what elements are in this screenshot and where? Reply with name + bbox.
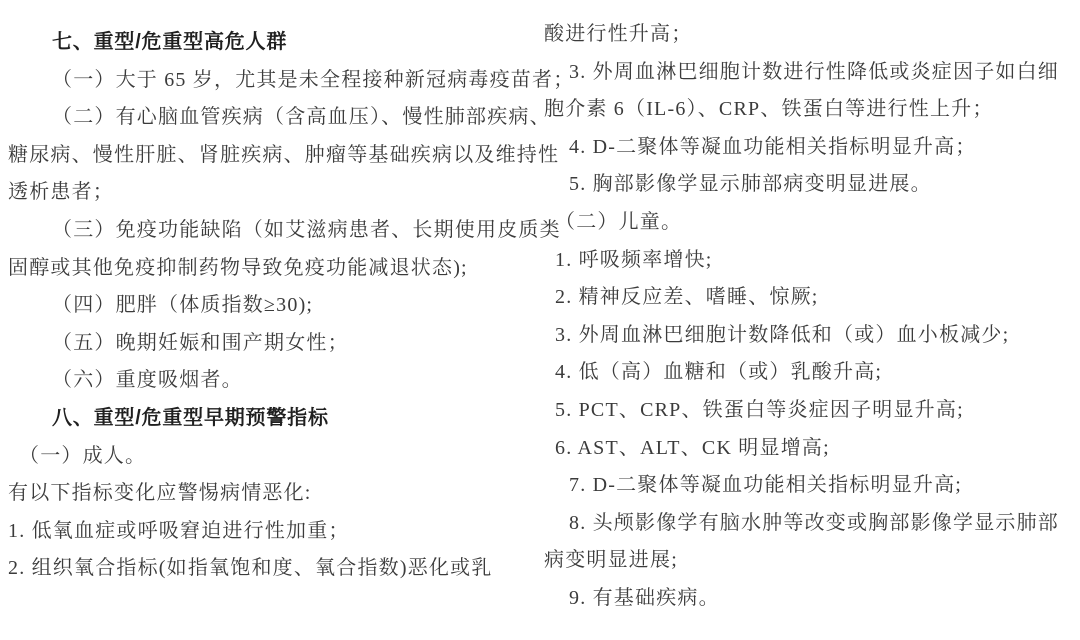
paragraph-line: （一）成人。 <box>19 444 147 467</box>
paragraph-line: 1. 低氧血症或呼吸窘迫进行性加重； <box>8 519 350 542</box>
paragraph-line: 4. D-二聚体等凝血功能相关指标明显升高； <box>569 135 977 158</box>
paragraph-line: （三）免疫功能缺陷（如艾滋病患者、长期使用皮质类 <box>52 218 561 241</box>
paragraph-line: 酸进行性升高； <box>544 23 693 45</box>
paragraph-line: （二）儿童。 <box>555 210 683 233</box>
left-column <box>6 0 575 588</box>
right-column <box>542 0 1072 618</box>
paragraph-line: （一）大于 65 岁，尤其是未全程接种新冠病毒疫苗者； <box>52 68 575 91</box>
paragraph-line: 7. D-二聚体等凝血功能相关指标明显升高; <box>569 474 963 497</box>
paragraph-line: 2. 组织氧合指标(如指氧饱和度、氧合指数)恶化或乳 <box>8 557 493 580</box>
paragraph-line: 有以下指标变化应警惕病情恶化: <box>8 482 312 505</box>
paragraph-line: 8. 头颅影像学有脑水肿等改变或胸部影像学显示肺部 <box>569 511 1059 534</box>
paragraph-line: （五）晚期妊娠和围产期女性； <box>52 331 349 354</box>
paragraph-line: 胞介素 6（IL-6）、CRP、铁蛋白等进行性上升； <box>544 98 994 121</box>
section-heading: 七、重型/危重型高危人群 <box>52 31 288 53</box>
paragraph-line: 糖尿病、慢性肝脏、肾脏疾病、肿瘤等基础疾病以及维持性 <box>8 143 560 166</box>
paragraph-line: 3. 外周血淋巴细胞计数进行性降低或炎症因子如白细 <box>569 60 1059 83</box>
paragraph-line: 固醇或其他免疫抑制药物导致免疫功能减退状态); <box>8 256 468 279</box>
paragraph-line: 透析患者； <box>8 181 114 204</box>
paragraph-line: 5. 胸部影像学显示肺部病变明显进展。 <box>569 173 932 196</box>
paragraph-line: 4. 低（高）血糖和（或）乳酸升高; <box>555 361 883 384</box>
paragraph-line: 病变明显进展; <box>544 549 678 572</box>
section-heading: 八、重型/危重型早期预警指标 <box>52 406 329 429</box>
paragraph-line: 2. 精神反应差、嗜睡、惊厥; <box>555 286 819 309</box>
paragraph-line: 1. 呼吸频率增快; <box>555 248 713 271</box>
paragraph-line: （二）有心脑血管疾病（含高血压）、慢性肺部疾病、 <box>52 106 551 129</box>
paragraph-line: 3. 外周血淋巴细胞计数降低和（或）血小板减少; <box>555 323 1010 346</box>
paragraph-line: （六）重度吸烟者。 <box>52 369 243 392</box>
paragraph-line: 9. 有基础疾病。 <box>569 586 720 609</box>
paragraph-line: （四）肥胖（体质指数≥30); <box>52 294 314 317</box>
paragraph-line: 5. PCT、CRP、铁蛋白等炎症因子明显升高; <box>555 398 964 421</box>
paragraph-line: 6. AST、ALT、CK 明显增高; <box>555 436 830 459</box>
